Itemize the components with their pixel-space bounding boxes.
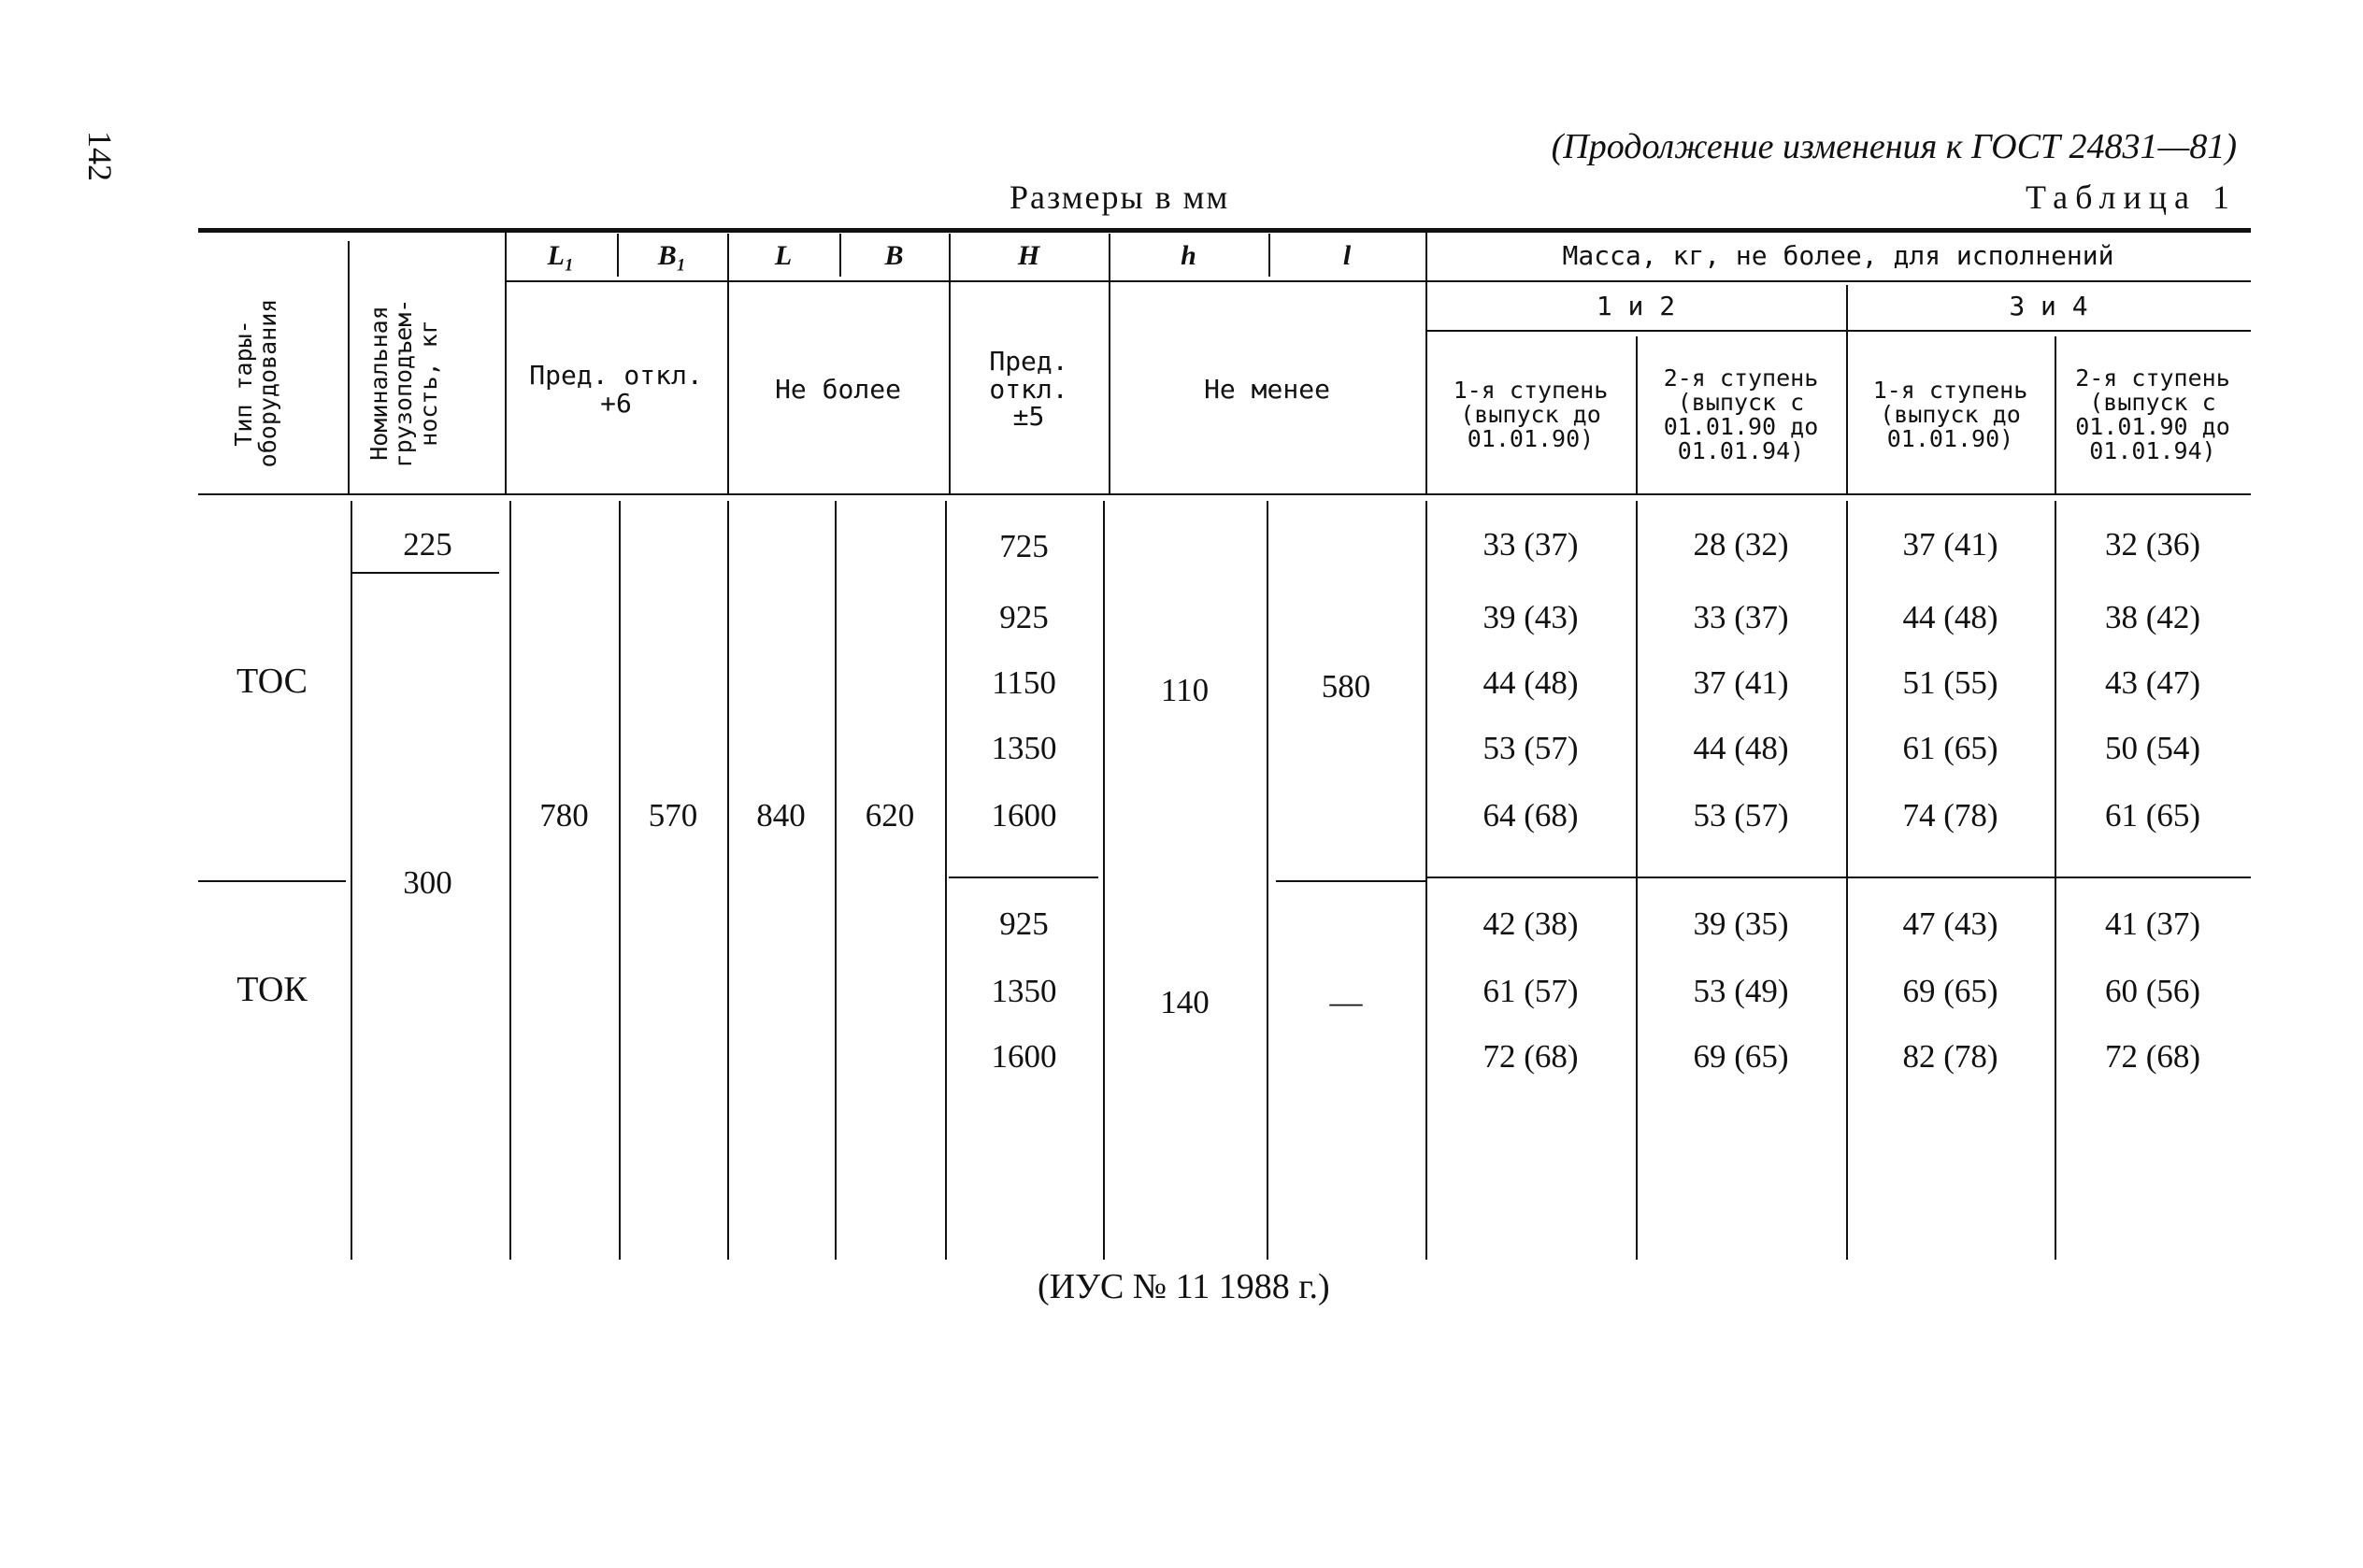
value-L1: 780	[539, 796, 589, 834]
header-l: l	[1342, 240, 1352, 272]
header-type: Тип тары- оборудования	[230, 298, 282, 468]
header-L: L	[774, 240, 793, 272]
value-h-tok: 140	[1160, 983, 1210, 1020]
col-rule	[348, 241, 350, 493]
value-H: 925	[999, 905, 1049, 942]
mass-stage1-group12: 53 (57)	[1482, 729, 1579, 766]
header-mass-title: Масса, кг, не более, для исполнений	[1562, 240, 2114, 272]
mass-stage1-group34: 44 (48)	[1902, 598, 1998, 635]
mass-stage2-group34: 60 (56)	[2104, 972, 2201, 1009]
table-label: Таблица 1	[2026, 178, 2237, 216]
mass-stage2-group12: 44 (48)	[1693, 729, 1789, 766]
type-tok: ТОК	[236, 970, 308, 1010]
header-stage1-group34: 1-я ступень (выпуск до 01.01.90)	[1872, 376, 2028, 453]
col-rule	[509, 501, 511, 1260]
mass-stage2-group34: 72 (68)	[2104, 1037, 2201, 1075]
header-tolerance-H: Пред. откл. ±5	[989, 346, 1068, 433]
header-group-3-4: 3 и 4	[2009, 291, 2088, 322]
col-rule	[1103, 501, 1105, 1260]
mass-stage2-group12: 53 (57)	[1693, 796, 1789, 834]
mass-stage1-group12: 39 (43)	[1482, 598, 1579, 635]
mass-stage1-group34: 82 (78)	[1902, 1037, 1998, 1075]
header-H: H	[1017, 240, 1040, 272]
mass-stage2-group34: 38 (42)	[2104, 598, 2201, 635]
col-rule	[835, 501, 837, 1260]
header-stage2-group12: 2-я ступень (выпуск с 01.01.90 до 01.01.94)	[1663, 363, 1819, 465]
value-H: 725	[999, 527, 1049, 564]
l-split-rule	[1276, 880, 1425, 882]
value-h-toc: 110	[1160, 671, 1210, 708]
value-H: 1600	[991, 1037, 1057, 1075]
capacity-split-rule	[351, 572, 499, 574]
mass-stage1-group34: 51 (55)	[1902, 663, 1998, 701]
mass-stage2-group34: 41 (37)	[2104, 905, 2201, 942]
mass-stage1-group12: 72 (68)	[1482, 1037, 1579, 1075]
mass-stage2-group34: 43 (47)	[2104, 663, 2201, 701]
header-capacity: Номинальная грузоподъем- ность, кг	[365, 298, 442, 468]
capacity-300: 300	[403, 863, 452, 901]
value-B: 620	[865, 796, 915, 834]
mass-stage1-group34: 69 (65)	[1902, 972, 1998, 1009]
value-l-tok: —	[1329, 983, 1363, 1020]
document-footer: (ИУС № 11 1988 г.)	[1038, 1267, 1330, 1306]
col-rule	[727, 501, 729, 1260]
mass-stage1-group12: 61 (57)	[1482, 972, 1579, 1009]
mass-stage2-group12: 28 (32)	[1693, 525, 1789, 563]
mass-stage2-group34: 50 (54)	[2104, 729, 2201, 766]
col-rule	[1267, 501, 1268, 1260]
mass-stage1-group34: 47 (43)	[1902, 905, 1998, 942]
value-H: 1350	[991, 972, 1057, 1009]
value-B1: 570	[648, 796, 698, 834]
value-H: 1350	[991, 729, 1057, 766]
value-l-toc: 580	[1321, 667, 1371, 705]
mass-stage1-group12: 42 (38)	[1482, 905, 1579, 942]
mass-stage1-group34: 37 (41)	[1902, 525, 1998, 563]
mass-stage2-group12: 53 (49)	[1693, 972, 1789, 1009]
header-stage2-group34: 2-я ступень (выпуск с 01.01.90 до 01.01.94)	[2075, 363, 2230, 465]
mass-stage1-group12: 33 (37)	[1482, 525, 1579, 563]
capacity-225: 225	[403, 525, 452, 563]
value-H: 925	[999, 598, 1049, 635]
mass-stage2-group34: 32 (36)	[2104, 525, 2201, 563]
value-L: 840	[756, 796, 806, 834]
mass-stage1-group12: 64 (68)	[1482, 796, 1579, 834]
h-split-rule	[949, 877, 1098, 878]
header-B: B	[884, 240, 904, 272]
mass-stage2-group12: 33 (37)	[1693, 598, 1789, 635]
header-tolerance-L1-B1: Пред. откл. +6	[529, 360, 703, 419]
header-max-L-B: Не более	[775, 373, 901, 405]
header-L1: L₁	[547, 240, 575, 272]
type-split-rule	[198, 880, 346, 882]
header-bottom-rule	[198, 493, 2251, 495]
mass-split-rule	[1425, 877, 2251, 878]
type-toc: ТОС	[236, 662, 308, 702]
mass-stage2-group34: 61 (65)	[2104, 796, 2201, 834]
value-H: 1150	[992, 663, 1056, 701]
mass-stage1-group12: 44 (48)	[1482, 663, 1579, 701]
mass-stage1-group34: 74 (78)	[1902, 796, 1998, 834]
mass-stage2-group12: 69 (65)	[1693, 1037, 1789, 1075]
col-rule	[619, 501, 621, 1260]
mass-stage2-group12: 37 (41)	[1693, 663, 1789, 701]
header-h: h	[1181, 240, 1196, 272]
mass-stage1-group34: 61 (65)	[1902, 729, 1998, 766]
units-note: Размеры в мм	[1010, 178, 1230, 216]
value-H: 1600	[991, 796, 1057, 834]
header-min-h-l: Не менее	[1204, 373, 1330, 405]
header-B1: B₁	[657, 240, 687, 272]
header-stage1-group12: 1-я ступень (выпуск до 01.01.90)	[1453, 376, 1609, 453]
mass-stage2-group12: 39 (35)	[1693, 905, 1789, 942]
page-number: 142	[81, 131, 119, 181]
header-group-1-2: 1 и 2	[1596, 291, 1676, 322]
document-header: (Продолжение изменения к ГОСТ 24831—81)	[1551, 127, 2237, 166]
